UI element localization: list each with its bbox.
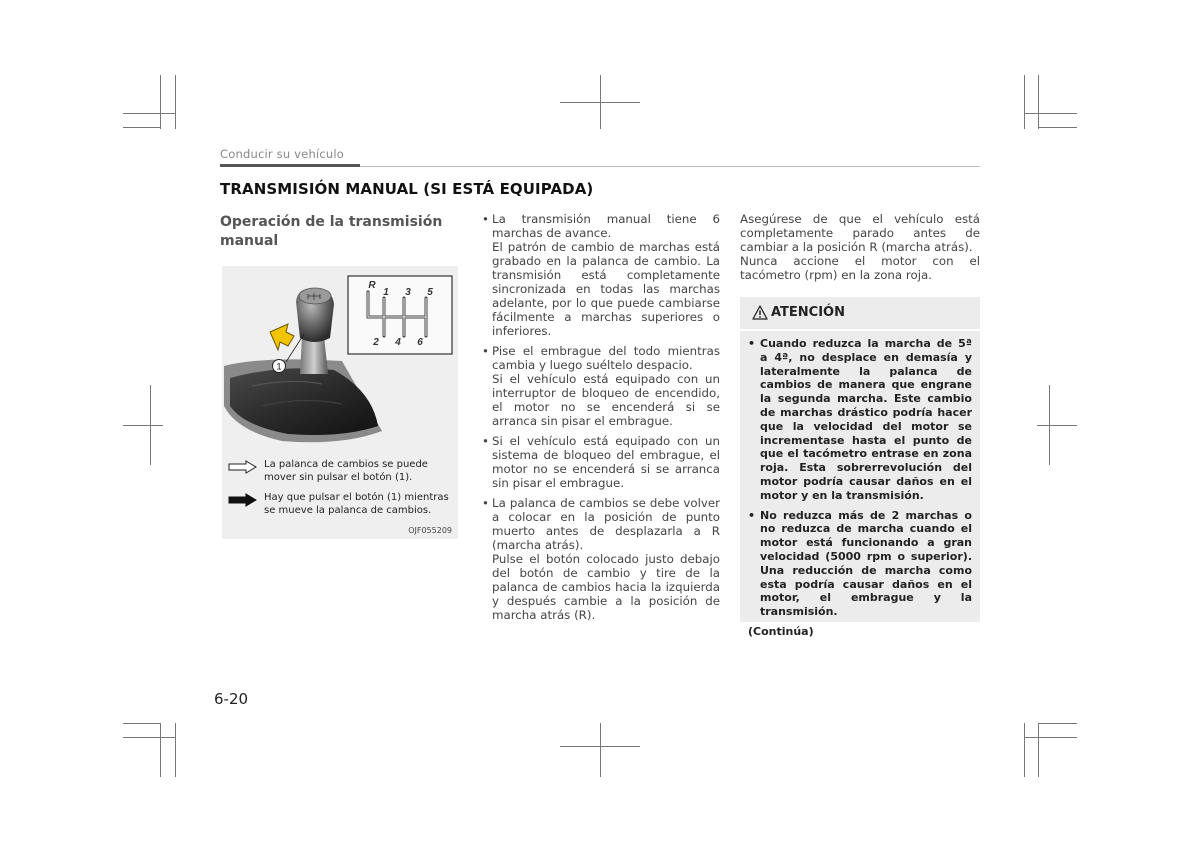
list-item: • La transmisión manual tiene 6 marchas de avance. El patrón de cambio de marchas está grabado en la palanca de cambio. La transmisión está completamente sincronizada en todas las marchas adelante, por lo que puede cambiarse fácilmente a marchas superiores o inferiores. [482,212,720,338]
legend-item [228,491,456,517]
filled-arrow-icon [228,493,258,507]
list-item-lead: La palanca de cambios se debe volver a colocar en la posición de punto muerto antes de desplazarla a R (marcha atrás). [492,496,720,552]
legend-text: Hay que pulsar el botón (1) mientras se mueve la palanca de cambios. [264,492,449,516]
gear-label-r: R [368,280,376,291]
caution-item: • Cuando reduzca la marcha de 5ª a 4ª, no desplace en demasía y lateralmente la palanca de cambios de manera que engrane la segunda marcha. Este cambio de marchas drástico podría hacer que la velocidad del motor se incrementase hasta el punto de que el tacómetro entrase en zona roja. Esta sobrerrevolución del motor podría causar daños en el motor y en la transmisión. [748,337,972,502]
caution-item-text: No reduzca más de 2 marchas o no reduzca de marcha cuando el motor está funcionando a gran velocidad (5000 rpm o superior). Una reducción de marcha como esta podría causar daños en el motor, el embrague y la transmisión. [760,508,972,619]
list-item-body: Pulse el botón colocado justo debajo del botón de cambio y tire de la palanca de cambios hacia la izquierda y después cambie a la posición de marcha atrás (R). [492,552,720,622]
outline-arrow-icon [228,460,258,474]
crop-mark [160,723,161,777]
crop-mark [1024,113,1077,114]
crop-mark [1024,723,1025,777]
caution-item: • No reduzca más de 2 marchas o no reduzca de marcha cuando el motor está funcionando a gran velocidad (5000 rpm o superior). Una reducción de marcha como esta podría causar daños en el motor, el embrague y la transmisión. [748,508,972,619]
warning-triangle-icon [752,305,768,320]
caution-divider [740,329,980,331]
crop-mark [1038,127,1077,128]
crop-mark [123,737,176,738]
crop-mark [1038,723,1077,724]
page-title: TRANSMISIÓN MANUAL (SI ESTÁ EQUIPADA) [220,180,594,198]
caution-title: ATENCIÓN [771,305,845,320]
legend-text: La palanca de cambios se puede mover sin pulsar el botón (1). [264,459,428,483]
section-label: Conducir su vehículo [220,147,344,161]
list-item-lead: Si el vehículo está equipado con un sistema de bloqueo del embrague, el motor no se encenderá si se arranca sin pisar el embrague. [492,434,720,490]
page-number: 6-20 [214,690,249,708]
header-rule [360,166,980,167]
caution-box [740,297,980,638]
section-header [220,147,980,169]
section-subtitle: Operación de la transmisión manual [220,214,443,249]
list-item: • La palanca de cambios se debe volver a colocar en la posición de punto muerto antes de desplazarla a R (marcha atrás). Pulse el botón colocado justo debajo del botón de cambio y tire de la palanca de cambios hacia la izquierda y después cambie a la posición de marcha atrás (R). [482,496,720,622]
legend-item [228,458,456,484]
body-column-right [740,212,980,282]
registration-mark [600,723,601,777]
crop-mark [1038,723,1039,777]
list-item-lead: La transmisión manual tiene 6 marchas de avance. [492,212,720,240]
crop-mark [1024,75,1025,129]
crop-mark [123,127,161,128]
continued-label: (Continúa) [748,624,814,638]
list-item-lead: Pise el embrague del todo mientras cambia y luego suéltelo despacio. [492,344,720,372]
gear-lever-illustration [222,266,458,461]
list-item-body: El patrón de cambio de marchas está grabado en la palanca de cambio. La transmisión está completamente sincronizada en todas las marchas adelante, por lo que puede cambiarse fácilmente a marchas superiores o inferiores. [492,240,720,338]
crop-mark [175,75,176,129]
registration-mark [560,746,640,747]
shift-pattern-diagram [348,276,452,354]
crop-mark [175,723,176,777]
body-column-middle [482,212,720,628]
paragraph: Nunca accione el motor con el tacómetro (rpm) en la zona roja. [740,254,980,282]
list-item-body: Si el vehículo está equipado con un interruptor de bloqueo de encendido, el motor no se encenderá si se arranca sin pisar el embrague. [492,372,720,428]
paragraph: Asegúrese de que el vehículo está completamente parado antes de cambiar a la posición R (marcha atrás). [740,212,980,254]
figure-code: OJF055209 [408,526,452,535]
push-arrow-icon [270,324,294,350]
crop-mark [160,75,161,129]
gear-label-6: 6 [417,337,423,348]
section-bar [220,164,360,167]
gear-label-5: 5 [427,287,433,298]
caution-header [752,305,845,320]
crop-mark [1024,737,1077,738]
gear-shift-figure [222,266,458,539]
list-item: • Pise el embrague del todo mientras cambia y luego suéltelo despacio. Si el vehículo está equipado con un interruptor de bloqueo de encendido, el motor no se encenderá si se arranca sin pisar el embrague. [482,344,720,428]
gear-label-1: 1 [383,287,389,298]
crop-mark [123,723,161,724]
caution-body [748,337,972,639]
crop-mark [1038,75,1039,129]
gear-label-4: 4 [395,337,401,348]
registration-mark [123,425,163,426]
registration-mark [1037,425,1077,426]
list-item: • Si el vehículo está equipado con un sistema de bloqueo del embrague, el motor no se encenderá si se arranca sin pisar el embrague. [482,434,720,490]
gear-label-2: 2 [373,337,379,348]
registration-mark [560,102,640,103]
crop-mark [123,113,176,114]
caution-item-text: Cuando reduzca la marcha de 5ª a 4ª, no desplace en demasía y lateralmente la palanca de cambios de manera que engrane la segunda marcha. Este cambio de marchas drástico podría hacer que la velocidad del motor se incrementase hasta el punto de que el tacómetro entrase en zona roja. Esta sobrerrevolución del motor podría causar daños en el motor y en la transmisión. [760,337,972,502]
callout-number: 1 [276,361,282,372]
gear-label-3: 3 [405,287,411,298]
